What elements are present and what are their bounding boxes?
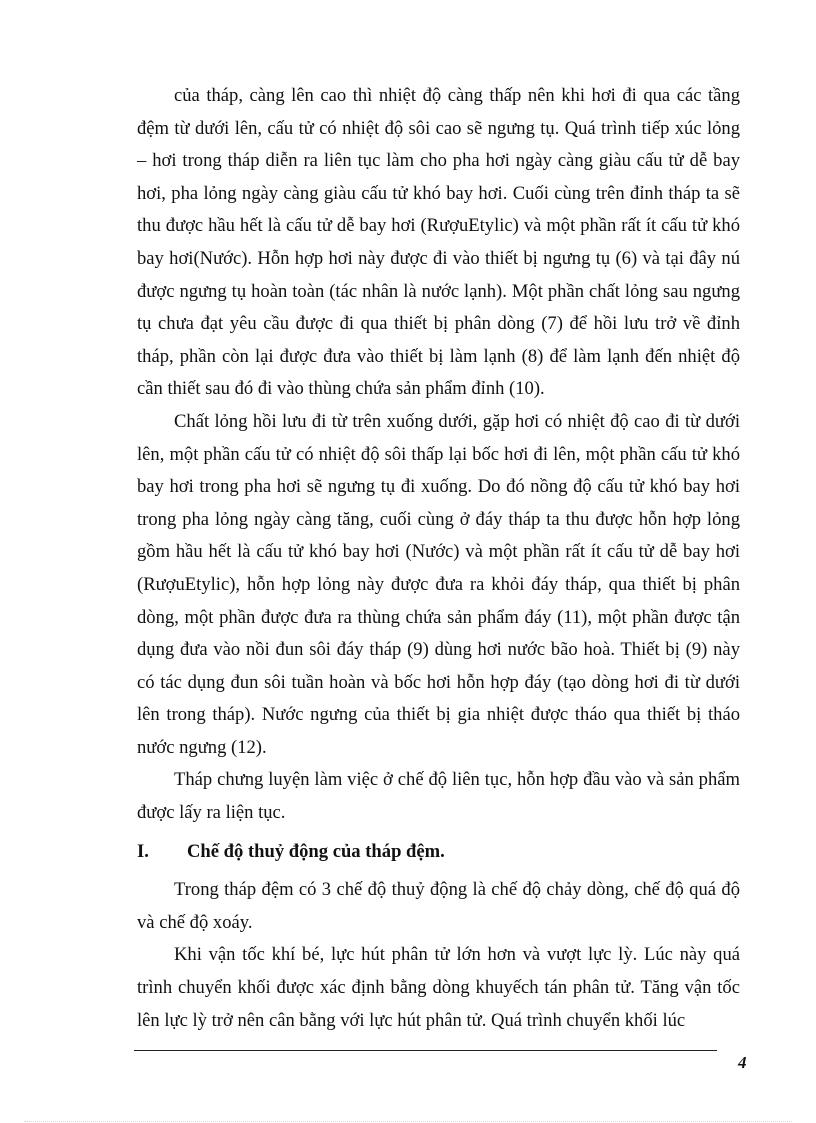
section-number: I. <box>137 840 149 862</box>
paragraph-2: Chất lỏng hồi lưu đi từ trên xuống dưới, gặp hơi có nhiệt độ cao đi từ dưới lên, một phần cấu tử có nhiệt độ sôi thấp lại bốc hơi đi lên, một phần cấu tử khó bay hơi trong pha hơi sẽ ngưng tụ đi xuống. Do đó nồng độ cấu tử khó bay hơi trong pha lỏng ngày càng tăng, cuối cùng ở đáy tháp ta thu được hỗn hợp lỏng gồm hầu hết là cấu tử khó bay hơi (Nước) và một phần rất ít cấu tử dễ bay hơi (RượuEtylic), hỗn hợp lỏng này được đưa ra khỏi đáy tháp, qua thiết bị phân dòng, một phần được đưa ra thùng chứa sản phẩm đáy (11), một phần được tận dụng đưa vào nồi đun sôi đáy tháp (9) dùng hơi nước bão hoà. Thiết bị (9) này có tác dụng đun sôi tuần hoàn và bốc hơi hỗn hợp đáy (tạo dòng hơi đi từ dưới lên trong tháp). Nước ngưng của thiết bị gia nhiệt được tháo qua thiết bị tháo nước ngưng (12). <box>137 410 740 758</box>
paragraph-4: Trong tháp đệm có 3 chế độ thuỷ động là chế độ chảy dòng, chế độ quá độ và chế độ xoáy. <box>137 879 740 933</box>
page-edge-divider <box>24 1121 792 1122</box>
section-heading <box>137 836 740 869</box>
footer-rule <box>134 1050 717 1051</box>
page-body <box>137 80 740 1037</box>
paragraph-1: của tháp, càng lên cao thì nhiệt độ càng thấp nên khi hơi đi qua các tầng đệm từ dưới lên, cấu tử có nhiệt độ sôi cao sẽ ngưng tụ. Quá trình tiếp xúc lỏng – hơi trong tháp diễn ra liên tục làm cho pha hơi ngày càng giàu cấu tử dễ bay hơi, pha lỏng ngày càng giàu cấu tử khó bay hơi. Cuối cùng trên đỉnh tháp ta sẽ thu được hầu hết là cấu tử dễ bay hơi (RượuEtylic) và một phần rất ít cấu tử khó bay hơi(Nước). Hỗn hợp hơi này được đi vào thiết bị ngưng tụ (6) và tại đây nú được ngưng tụ hoàn toàn (tác nhân là nước lạnh). Một phần chất lỏng sau ngưng tụ chưa đạt yêu cầu được đi qua thiết bị phân dòng (7) để hồi lưu trở về đỉnh tháp, phần còn lại được đưa vào thiết bị làm lạnh (8) để làm lạnh đến nhiệt độ cần thiết sau đó đi vào thùng chứa sản phẩm đỉnh (10). <box>137 85 740 400</box>
page-number: 4 <box>738 1053 747 1072</box>
paragraph-5: Khi vận tốc khí bé, lực hút phân tử lớn hơn và vượt lực lỳ. Lúc này quá trình chuyển khối được xác định bằng dòng khuyếch tán phân tử. Tăng vận tốc lên lực lỳ trở nên cân bằng với lực hút phân tử. Quá trình chuyển khối lúc <box>137 944 740 1031</box>
section-title: Chế độ thuỷ động của tháp đệm. <box>187 840 445 862</box>
paragraph-3: Tháp chưng luyện làm việc ở chế độ liên tục, hỗn hợp đầu vào và sản phẩm được lấy ra liện tục. <box>137 769 740 824</box>
